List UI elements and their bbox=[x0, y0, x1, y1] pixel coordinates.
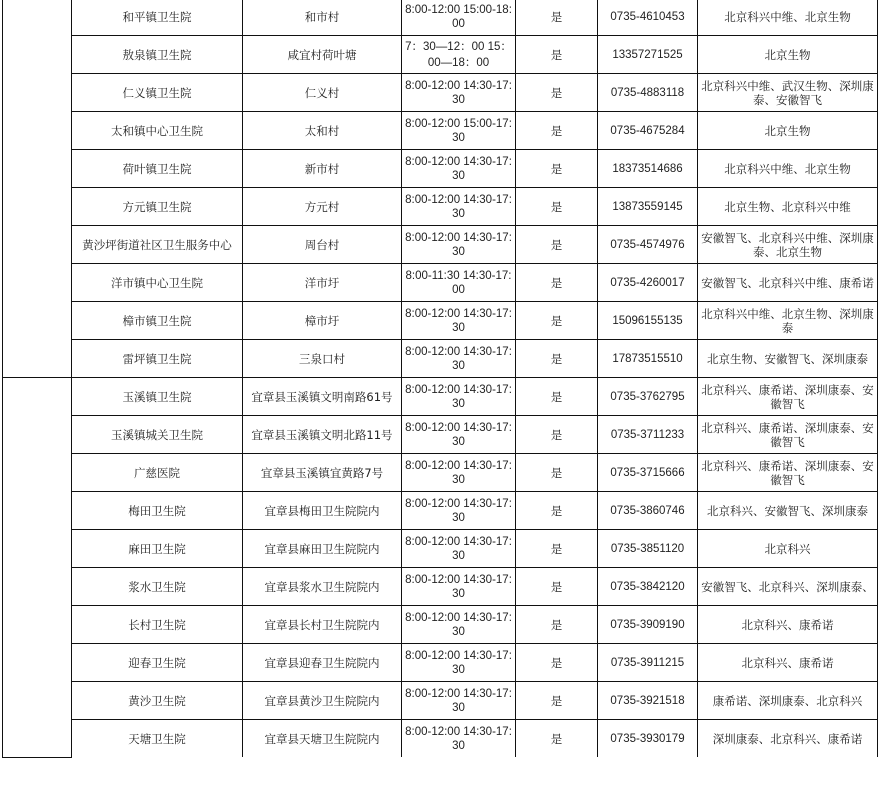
table-row bbox=[3, 112, 878, 150]
site-name-cell: 和平镇卫生院 bbox=[72, 0, 243, 36]
vaccine-types-cell: 北京科兴中维、北京生物 bbox=[698, 150, 878, 188]
table-row bbox=[3, 416, 878, 454]
open-status-cell: 是 bbox=[516, 454, 598, 492]
phone-cell: 0735-4260017 bbox=[598, 264, 698, 302]
opening-hours-cell: 8:00-12:00 15:00-17:30 bbox=[402, 112, 516, 150]
site-name-cell: 玉溪镇卫生院 bbox=[72, 378, 243, 416]
table-row bbox=[3, 188, 878, 226]
phone-cell: 0735-3930179 bbox=[598, 720, 698, 758]
site-name-cell: 梅田卫生院 bbox=[72, 492, 243, 530]
opening-hours-cell: 8:00-12:00 14:30-17:30 bbox=[402, 226, 516, 264]
table-row bbox=[3, 264, 878, 302]
site-name-cell: 太和镇中心卫生院 bbox=[72, 112, 243, 150]
site-name-cell: 长村卫生院 bbox=[72, 606, 243, 644]
opening-hours-cell: 8:00-12:00 15:00-18:00 bbox=[402, 0, 516, 36]
vaccine-types-cell: 北京科兴、康希诺、深圳康泰、安徽智飞 bbox=[698, 378, 878, 416]
table-row bbox=[3, 720, 878, 758]
address-cell: 宜章县玉溪镇宜黄路7号 bbox=[243, 454, 402, 492]
phone-cell: 18373514686 bbox=[598, 150, 698, 188]
vaccine-types-cell: 北京科兴、康希诺 bbox=[698, 644, 878, 682]
site-name-cell: 荷叶镇卫生院 bbox=[72, 150, 243, 188]
open-status-cell: 是 bbox=[516, 302, 598, 340]
vaccine-types-cell: 北京科兴、康希诺、深圳康泰、安徽智飞 bbox=[698, 416, 878, 454]
address-cell: 仁义村 bbox=[243, 74, 402, 112]
address-cell: 宜章县梅田卫生院院内 bbox=[243, 492, 402, 530]
site-name-cell: 雷坪镇卫生院 bbox=[72, 340, 243, 378]
opening-hours-cell: 8:00-12:00 14:30-17:30 bbox=[402, 644, 516, 682]
address-cell: 洋市圩 bbox=[243, 264, 402, 302]
phone-cell: 0735-4610453 bbox=[598, 0, 698, 36]
opening-hours-cell: 8:00-12:00 14:30-17:30 bbox=[402, 378, 516, 416]
site-name-cell: 樟市镇卫生院 bbox=[72, 302, 243, 340]
phone-cell: 15096155135 bbox=[598, 302, 698, 340]
opening-hours-cell: 8:00-12:00 14:30-17:30 bbox=[402, 568, 516, 606]
open-status-cell: 是 bbox=[516, 340, 598, 378]
vaccine-types-cell: 北京科兴、安徽智飞、深圳康泰 bbox=[698, 492, 878, 530]
phone-cell: 13873559145 bbox=[598, 188, 698, 226]
site-name-cell: 迎春卫生院 bbox=[72, 644, 243, 682]
open-status-cell: 是 bbox=[516, 226, 598, 264]
address-cell: 方元村 bbox=[243, 188, 402, 226]
address-cell: 宜章县长村卫生院院内 bbox=[243, 606, 402, 644]
address-cell: 宜章县浆水卫生院院内 bbox=[243, 568, 402, 606]
table-row bbox=[3, 36, 878, 74]
site-name-cell: 浆水卫生院 bbox=[72, 568, 243, 606]
address-cell: 太和村 bbox=[243, 112, 402, 150]
phone-cell: 17873515510 bbox=[598, 340, 698, 378]
table-body bbox=[3, 0, 878, 757]
phone-cell: 0735-3860746 bbox=[598, 492, 698, 530]
vaccine-types-cell: 北京生物、北京科兴中维 bbox=[698, 188, 878, 226]
vaccine-types-cell: 北京生物 bbox=[698, 36, 878, 74]
open-status-cell: 是 bbox=[516, 492, 598, 530]
opening-hours-cell: 8:00-12:00 14:30-17:30 bbox=[402, 416, 516, 454]
vaccine-types-cell: 康希诺、深圳康泰、北京科兴 bbox=[698, 682, 878, 720]
opening-hours-cell: 8:00-12:00 14:30-17:30 bbox=[402, 302, 516, 340]
vaccine-types-cell: 北京生物 bbox=[698, 112, 878, 150]
vaccine-types-cell: 安徽智飞、北京科兴中维、康希诺 bbox=[698, 264, 878, 302]
open-status-cell: 是 bbox=[516, 0, 598, 36]
table-row bbox=[3, 644, 878, 682]
open-status-cell: 是 bbox=[516, 644, 598, 682]
region-group-cell bbox=[3, 0, 72, 378]
vaccine-types-cell: 北京科兴、康希诺、深圳康泰、安徽智飞 bbox=[698, 454, 878, 492]
opening-hours-cell: 8:00-12:00 14:30-17:30 bbox=[402, 492, 516, 530]
phone-cell: 0735-3911215 bbox=[598, 644, 698, 682]
open-status-cell: 是 bbox=[516, 188, 598, 226]
open-status-cell: 是 bbox=[516, 606, 598, 644]
opening-hours-cell: 8:00-12:00 14:30-17:30 bbox=[402, 454, 516, 492]
open-status-cell: 是 bbox=[516, 74, 598, 112]
open-status-cell: 是 bbox=[516, 36, 598, 74]
open-status-cell: 是 bbox=[516, 682, 598, 720]
opening-hours-cell: 8:00-12:00 14:30-17:30 bbox=[402, 720, 516, 758]
opening-hours-cell: 8:00-12:00 14:30-17:30 bbox=[402, 682, 516, 720]
phone-cell: 0735-3842120 bbox=[598, 568, 698, 606]
opening-hours-cell: 8:00-12:00 14:30-17:30 bbox=[402, 188, 516, 226]
address-cell: 咸宜村荷叶塘 bbox=[243, 36, 402, 74]
address-cell: 宜章县玉溪镇文明南路61号 bbox=[243, 378, 402, 416]
phone-cell: 0735-3762795 bbox=[598, 378, 698, 416]
opening-hours-cell: 8:00-12:00 14:30-17:30 bbox=[402, 340, 516, 378]
address-cell: 宜章县玉溪镇文明北路11号 bbox=[243, 416, 402, 454]
site-name-cell: 方元镇卫生院 bbox=[72, 188, 243, 226]
opening-hours-cell: 7：30—12：00 15：00—18：00 bbox=[402, 36, 516, 74]
open-status-cell: 是 bbox=[516, 568, 598, 606]
table-row bbox=[3, 606, 878, 644]
phone-cell: 0735-4883118 bbox=[598, 74, 698, 112]
site-name-cell: 黄沙卫生院 bbox=[72, 682, 243, 720]
phone-cell: 0735-3715666 bbox=[598, 454, 698, 492]
table-row bbox=[3, 0, 878, 36]
opening-hours-cell: 8:00-12:00 14:30-17:30 bbox=[402, 530, 516, 568]
vaccination-sites-table bbox=[2, 0, 878, 758]
phone-cell: 0735-3711233 bbox=[598, 416, 698, 454]
table-row bbox=[3, 454, 878, 492]
table-row bbox=[3, 682, 878, 720]
open-status-cell: 是 bbox=[516, 416, 598, 454]
vaccine-types-cell: 安徽智飞、北京科兴、深圳康泰、 bbox=[698, 568, 878, 606]
table-row bbox=[3, 568, 878, 606]
site-name-cell: 黄沙坪街道社区卫生服务中心 bbox=[72, 226, 243, 264]
table-row bbox=[3, 378, 878, 416]
phone-cell: 0735-4574976 bbox=[598, 226, 698, 264]
site-name-cell: 天塘卫生院 bbox=[72, 720, 243, 758]
open-status-cell: 是 bbox=[516, 150, 598, 188]
address-cell: 周台村 bbox=[243, 226, 402, 264]
table-row bbox=[3, 74, 878, 112]
phone-cell: 0735-3921518 bbox=[598, 682, 698, 720]
phone-cell: 0735-3909190 bbox=[598, 606, 698, 644]
vaccine-types-cell: 北京科兴中维、北京生物 bbox=[698, 0, 878, 36]
open-status-cell: 是 bbox=[516, 530, 598, 568]
open-status-cell: 是 bbox=[516, 378, 598, 416]
opening-hours-cell: 8:00-12:00 14:30-17:30 bbox=[402, 74, 516, 112]
phone-cell: 0735-3851120 bbox=[598, 530, 698, 568]
table-row bbox=[3, 340, 878, 378]
site-name-cell: 广慈医院 bbox=[72, 454, 243, 492]
vaccine-types-cell: 深圳康泰、北京科兴、康希诺 bbox=[698, 720, 878, 758]
opening-hours-cell: 8:00-12:00 14:30-17:30 bbox=[402, 150, 516, 188]
opening-hours-cell: 8:00-11:30 14:30-17:00 bbox=[402, 264, 516, 302]
phone-cell: 0735-4675284 bbox=[598, 112, 698, 150]
address-cell: 宜章县天塘卫生院院内 bbox=[243, 720, 402, 758]
site-name-cell: 敖泉镇卫生院 bbox=[72, 36, 243, 74]
vaccine-types-cell: 北京生物、安徽智飞、深圳康泰 bbox=[698, 340, 878, 378]
site-name-cell: 仁义镇卫生院 bbox=[72, 74, 243, 112]
table-row bbox=[3, 226, 878, 264]
region-group-cell bbox=[3, 378, 72, 758]
vaccine-types-cell: 北京科兴、康希诺 bbox=[698, 606, 878, 644]
site-name-cell: 玉溪镇城关卫生院 bbox=[72, 416, 243, 454]
address-cell: 宜章县黄沙卫生院院内 bbox=[243, 682, 402, 720]
site-name-cell: 洋市镇中心卫生院 bbox=[72, 264, 243, 302]
open-status-cell: 是 bbox=[516, 720, 598, 758]
vaccine-types-cell: 北京科兴 bbox=[698, 530, 878, 568]
address-cell: 三泉口村 bbox=[243, 340, 402, 378]
vaccine-types-cell: 北京科兴中维、武汉生物、深圳康泰、安徽智飞 bbox=[698, 74, 878, 112]
vaccine-types-cell: 安徽智飞、北京科兴中维、深圳康泰、北京生物 bbox=[698, 226, 878, 264]
address-cell: 和市村 bbox=[243, 0, 402, 36]
address-cell: 樟市圩 bbox=[243, 302, 402, 340]
open-status-cell: 是 bbox=[516, 264, 598, 302]
address-cell: 宜章县麻田卫生院院内 bbox=[243, 530, 402, 568]
open-status-cell: 是 bbox=[516, 112, 598, 150]
address-cell: 宜章县迎春卫生院院内 bbox=[243, 644, 402, 682]
table-row bbox=[3, 492, 878, 530]
vaccine-types-cell: 北京科兴中维、北京生物、深圳康泰 bbox=[698, 302, 878, 340]
table-row bbox=[3, 302, 878, 340]
site-name-cell: 麻田卫生院 bbox=[72, 530, 243, 568]
opening-hours-cell: 8:00-12:00 14:30-17:30 bbox=[402, 606, 516, 644]
table-row bbox=[3, 530, 878, 568]
phone-cell: 13357271525 bbox=[598, 36, 698, 74]
address-cell: 新市村 bbox=[243, 150, 402, 188]
table-row bbox=[3, 150, 878, 188]
